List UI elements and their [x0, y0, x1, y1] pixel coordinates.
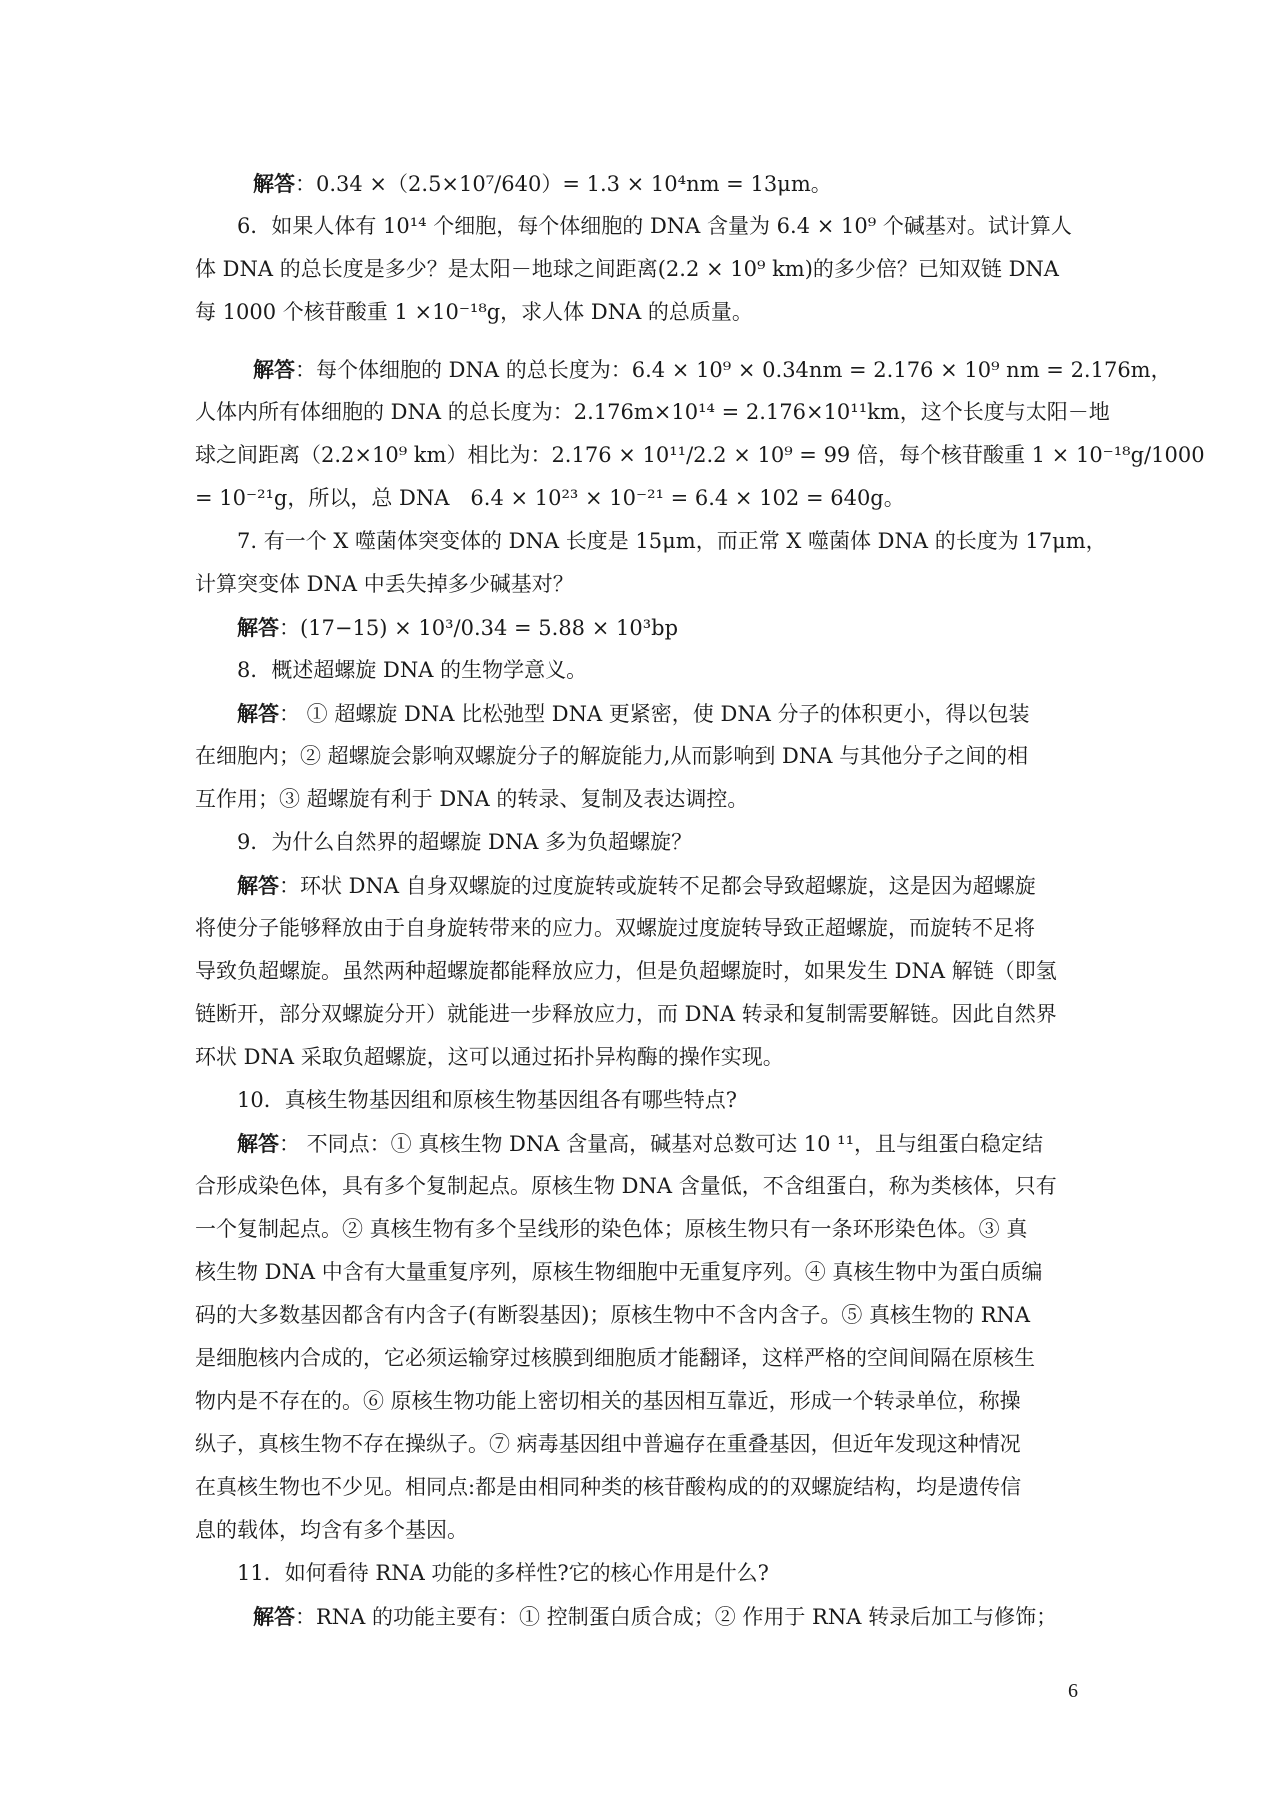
question-7: 7. 有一个 X 噬菌体突变体的 DNA 长度是 15μm，而正常 X 噬菌体 DNA 的长度为 17μm，	[237, 529, 1107, 553]
answer-5: 解答：0.34 ×（2.5×10⁷/640）= 1.3 × 10⁴nm = 13μm。	[253, 171, 832, 196]
answer-10-line: 核生物 DNA 中含有大量重复序列，原核生物细胞中无重复序列。④ 真核生物中为蛋白质编	[195, 1260, 1043, 1284]
question-8: 8．概述超螺旋 DNA 的生物学意义。	[237, 658, 588, 682]
answer-7: 解答：(17−15) × 10³/0.34 = 5.88 × 10³bp	[237, 615, 679, 640]
answer-9-line: 将使分子能够释放由于自身旋转带来的应力。双螺旋过度旋转导致正超螺旋，而旋转不足将	[195, 916, 1035, 940]
question-9: 9．为什么自然界的超螺旋 DNA 多为负超螺旋？	[237, 830, 693, 854]
answer-10: 解答： 不同点：① 真核生物 DNA 含量高，碱基对总数可达 10 ¹¹，且与组蛋白稳定结	[237, 1131, 1043, 1156]
answer-9: 解答：环状 DNA 自身双螺旋的过度旋转或旋转不足都会导致超螺旋，这是因为超螺旋	[237, 873, 1036, 898]
answer-9-line: 环状 DNA 采取负超螺旋，这可以通过拓扑异构酶的操作实现。	[195, 1045, 784, 1069]
answer-10-line: 是细胞核内合成的，它必须运输穿过核膜到细胞质才能翻译，这样严格的空间间隔在原核生	[195, 1346, 1035, 1370]
body-text	[195, 162, 1205, 1638]
answer-6-line: 人体内所有体细胞的 DNA 的总长度为：2.176m×10¹⁴ = 2.176×10¹¹km，这个长度与太阳－地	[195, 400, 1110, 424]
answer-10-line: 合形成染色体，具有多个复制起点。原核生物 DNA 含量低，不含组蛋白，称为类核体，只有	[195, 1174, 1057, 1198]
answer-10-line: 码的大多数基因都含有内含子(有断裂基因)；原核生物中不含内含子。⑤ 真核生物的 RNA	[195, 1303, 1031, 1327]
answer-8: 解答： ① 超螺旋 DNA 比松弛型 DNA 更紧密，使 DNA 分子的体积更小，得以包装	[237, 701, 1030, 726]
answer-6: 解答：每个体细胞的 DNA 的总长度为：6.4 × 10⁹ × 0.34nm = 2.176 × 10⁹ nm = 2.176m，	[253, 357, 1172, 382]
question-6-line: 体 DNA 的总长度是多少？是太阳－地球之间距离(2.2 × 10⁹ km)的多少倍？已知双链 DNA	[195, 257, 1059, 281]
question-6: 6．如果人体有 10¹⁴ 个细胞，每个体细胞的 DNA 含量为 6.4 × 10⁹ 个碱基对。试计算人	[237, 214, 1072, 238]
answer-10-line: 物内是不存在的。⑥ 原核生物功能上密切相关的基因相互靠近，形成一个转录单位，称操	[195, 1389, 1021, 1413]
answer-8-line: 在细胞内；② 超螺旋会影响双螺旋分子的解旋能力,从而影响到 DNA 与其他分子之间的相	[195, 744, 1029, 768]
answer-9-line: 导致负超螺旋。虽然两种超螺旋都能释放应力，但是负超螺旋时，如果发生 DNA 解链（即氢	[195, 959, 1057, 983]
answer-10-line: 在真核生物也不少见。相同点:都是由相同种类的核苷酸构成的的双螺旋结构，均是遗传信	[195, 1475, 1022, 1499]
page-number: 6	[1068, 1680, 1078, 1702]
question-11: 11．如何看待 RNA 功能的多样性?它的核心作用是什么?	[237, 1561, 769, 1585]
question-6-line: 每 1000 个核苷酸重 1 ×10⁻¹⁸g，求人体 DNA 的总质量。	[195, 300, 753, 324]
answer-6-line: = 10⁻²¹g，所以，总 DNA 6.4 × 10²³ × 10⁻²¹ = 6.4 × 102 = 640g。	[195, 486, 905, 510]
answer-9-line: 链断开，部分双螺旋分开）就能进一步释放应力，而 DNA 转录和复制需要解链。因此自然界	[195, 1002, 1057, 1026]
answer-8-line: 互作用；③ 超螺旋有利于 DNA 的转录、复制及表达调控。	[195, 787, 749, 811]
answer-10-line: 息的载体，均含有多个基因。	[195, 1518, 468, 1542]
question-10: 10．真核生物基因组和原核生物基因组各有哪些特点?	[237, 1088, 737, 1112]
answer-10-line: 纵子，真核生物不存在操纵子。⑦ 病毒基因组中普遍存在重叠基因，但近年发现这种情况	[195, 1432, 1021, 1456]
answer-11: 解答：RNA 的功能主要有：① 控制蛋白质合成；② 作用于 RNA 转录后加工与修饰；	[253, 1604, 1058, 1629]
answer-6-line: 球之间距离（2.2×10⁹ km）相比为：2.176 × 10¹¹/2.2 × 10⁹ = 99 倍，每个核苷酸重 1 × 10⁻¹⁸g/1000	[195, 443, 1205, 467]
question-7-line: 计算突变体 DNA 中丢失掉多少碱基对？	[195, 572, 574, 596]
answer-10-line: 一个复制起点。② 真核生物有多个呈线形的染色体；原核生物只有一条环形染色体。③ 真	[195, 1217, 1028, 1241]
